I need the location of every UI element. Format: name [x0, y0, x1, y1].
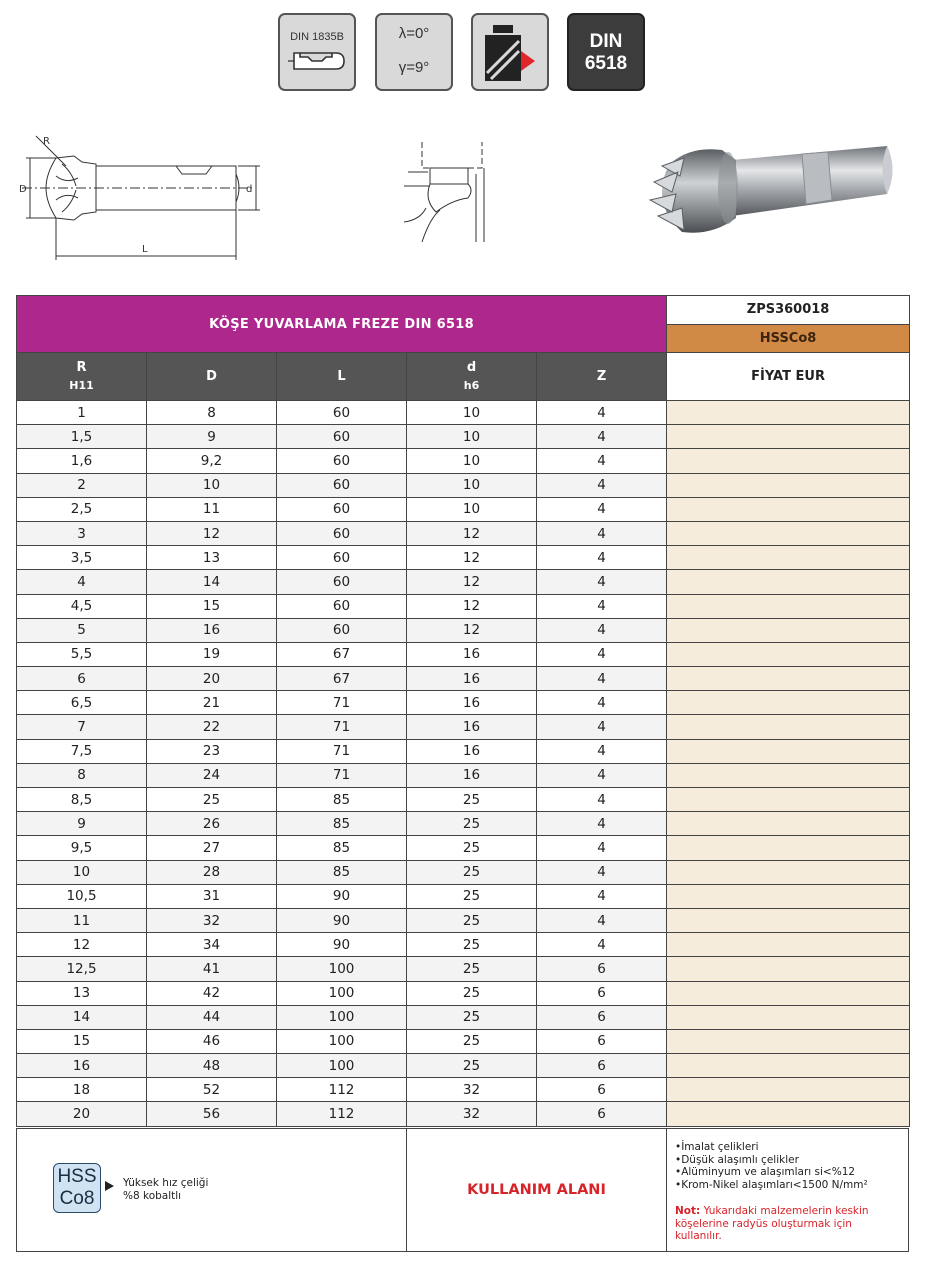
- cell-l: 60: [277, 401, 407, 425]
- d-shank-label: d: [246, 184, 253, 195]
- cell-d-outer: 52: [147, 1078, 277, 1102]
- table-row: [17, 473, 910, 497]
- cell-d-shank: 16: [407, 642, 537, 666]
- cell-d-shank: 25: [407, 788, 537, 812]
- header-d-outer: [147, 353, 277, 401]
- cell-r: 1,5: [17, 425, 147, 449]
- cell-l: 71: [277, 715, 407, 739]
- cell-price: [667, 497, 910, 521]
- cell-r: 5,5: [17, 642, 147, 666]
- material-desc-line2: %8 kobaltlı: [123, 1190, 182, 1202]
- cell-z: 4: [537, 642, 667, 666]
- cell-r: 16: [17, 1054, 147, 1078]
- din1835b-shank-icon: [278, 13, 356, 91]
- material-desc-line1: Yüksek hız çeliği: [123, 1177, 209, 1189]
- table-row: [17, 594, 910, 618]
- cell-z: 6: [537, 1054, 667, 1078]
- cell-d-shank: 32: [407, 1102, 537, 1126]
- cell-l: 60: [277, 425, 407, 449]
- cell-d-outer: 41: [147, 957, 277, 981]
- angle-icon: [375, 13, 453, 91]
- cell-d-outer: 15: [147, 594, 277, 618]
- cell-l: 60: [277, 546, 407, 570]
- cell-l: 85: [277, 788, 407, 812]
- din-number-label: 6518: [584, 53, 628, 74]
- cell-l: 67: [277, 667, 407, 691]
- cell-d-shank: 25: [407, 908, 537, 932]
- usage-drawing: [400, 138, 495, 243]
- cell-d-outer: 28: [147, 860, 277, 884]
- table-row: [17, 642, 910, 666]
- header-d-shank-label: d: [466, 360, 477, 375]
- cell-price: [667, 401, 910, 425]
- table-row: [17, 546, 910, 570]
- cell-d-outer: 56: [147, 1102, 277, 1126]
- cell-price: [667, 667, 910, 691]
- cell-d-outer: 24: [147, 763, 277, 787]
- cell-l: 100: [277, 1005, 407, 1029]
- cell-price: [667, 546, 910, 570]
- tool-dimension-drawing: [16, 128, 266, 263]
- cell-l: 90: [277, 908, 407, 932]
- usage-item: • Alüminyum ve alaşımları si<%12: [675, 1166, 868, 1179]
- cell-r: 8: [17, 763, 147, 787]
- header-l: [277, 353, 407, 401]
- cell-price: [667, 739, 910, 763]
- header-d-outer-label: D: [206, 369, 217, 384]
- table-row: [17, 1005, 910, 1029]
- cell-d-outer: 20: [147, 667, 277, 691]
- table-row: [17, 1078, 910, 1102]
- cell-d-outer: 48: [147, 1054, 277, 1078]
- cell-price: [667, 763, 910, 787]
- usage-item: • İmalat çelikleri: [675, 1141, 868, 1154]
- cell-d-shank: 10: [407, 473, 537, 497]
- table-row: [17, 763, 910, 787]
- product-code: ZPS360018: [667, 296, 910, 325]
- cell-d-shank: 25: [407, 933, 537, 957]
- material-code: HSSCo8: [667, 324, 910, 353]
- cell-z: 4: [537, 691, 667, 715]
- cutting-material-icon: [471, 13, 549, 91]
- cell-d-shank: 10: [407, 425, 537, 449]
- cell-z: 4: [537, 788, 667, 812]
- cell-d-shank: 16: [407, 763, 537, 787]
- product-table: [16, 295, 910, 1127]
- arrow-right-icon: [105, 1181, 114, 1191]
- cell-z: 4: [537, 546, 667, 570]
- usage-note: [675, 1205, 901, 1243]
- cell-r: 11: [17, 908, 147, 932]
- cell-d-outer: 13: [147, 546, 277, 570]
- cell-z: 4: [537, 570, 667, 594]
- cell-l: 71: [277, 763, 407, 787]
- cell-z: 4: [537, 521, 667, 545]
- usage-item: • Krom-Nikel alaşımları<1500 N/mm²: [675, 1179, 868, 1192]
- cell-d-outer: 42: [147, 981, 277, 1005]
- note-text: Yukarıdaki malzemelerin keskin köşelerine radyüs oluşturmak için kullanılır.: [675, 1205, 869, 1242]
- cell-r: 3,5: [17, 546, 147, 570]
- gamma-angle: γ=9°: [398, 59, 430, 76]
- cell-r: 4,5: [17, 594, 147, 618]
- cell-l: 60: [277, 497, 407, 521]
- cell-price: [667, 884, 910, 908]
- usage-area: [407, 1129, 667, 1251]
- cell-l: 60: [277, 594, 407, 618]
- cell-r: 9,5: [17, 836, 147, 860]
- cell-l: 60: [277, 473, 407, 497]
- header-r-label: R: [76, 360, 87, 375]
- cell-z: 4: [537, 908, 667, 932]
- header-d-shank-tolerance: h6: [463, 379, 480, 392]
- spec-icon-row: [0, 13, 933, 95]
- cell-z: 4: [537, 473, 667, 497]
- cell-d-shank: 32: [407, 1078, 537, 1102]
- header-r: [17, 353, 147, 401]
- cell-l: 60: [277, 449, 407, 473]
- cell-d-outer: 31: [147, 884, 277, 908]
- cell-d-shank: 12: [407, 521, 537, 545]
- table-row: [17, 570, 910, 594]
- din1835b-label: DIN 1835B: [290, 31, 344, 43]
- usage-item: • Düşük alaşımlı çelikler: [675, 1154, 868, 1167]
- cell-l: 100: [277, 1029, 407, 1053]
- table-row: [17, 836, 910, 860]
- cell-r: 7: [17, 715, 147, 739]
- cell-price: [667, 570, 910, 594]
- cell-r: 20: [17, 1102, 147, 1126]
- cell-z: 4: [537, 618, 667, 642]
- cell-z: 6: [537, 1029, 667, 1053]
- table-row: [17, 401, 910, 425]
- cell-d-shank: 16: [407, 667, 537, 691]
- table-row: [17, 1054, 910, 1078]
- shank-shape-icon: [278, 13, 356, 91]
- cell-price: [667, 473, 910, 497]
- cell-d-shank: 25: [407, 1029, 537, 1053]
- table-row: [17, 739, 910, 763]
- cell-d-shank: 25: [407, 836, 537, 860]
- note-label: Not:: [675, 1205, 701, 1217]
- table-row: [17, 788, 910, 812]
- table-row: [17, 957, 910, 981]
- cell-price: [667, 908, 910, 932]
- cell-r: 1: [17, 401, 147, 425]
- cell-z: 4: [537, 860, 667, 884]
- cell-z: 6: [537, 1078, 667, 1102]
- cell-r: 18: [17, 1078, 147, 1102]
- usage-list: [675, 1141, 868, 1191]
- cell-price: [667, 933, 910, 957]
- cell-l: 60: [277, 618, 407, 642]
- cell-l: 71: [277, 691, 407, 715]
- cell-d-shank: 25: [407, 1005, 537, 1029]
- cell-d-outer: 26: [147, 812, 277, 836]
- table-row: [17, 521, 910, 545]
- cell-l: 90: [277, 933, 407, 957]
- cell-d-shank: 12: [407, 570, 537, 594]
- cell-r: 5: [17, 618, 147, 642]
- table-row: [17, 908, 910, 932]
- cell-r: 9: [17, 812, 147, 836]
- cell-price: [667, 642, 910, 666]
- cell-l: 90: [277, 884, 407, 908]
- cell-z: 6: [537, 957, 667, 981]
- cell-r: 15: [17, 1029, 147, 1053]
- cell-d-outer: 27: [147, 836, 277, 860]
- table-row: [17, 884, 910, 908]
- header-l-label: L: [337, 369, 346, 384]
- table-row: [17, 618, 910, 642]
- cell-r: 2: [17, 473, 147, 497]
- cell-d-outer: 11: [147, 497, 277, 521]
- cell-z: 4: [537, 449, 667, 473]
- cell-r: 7,5: [17, 739, 147, 763]
- cell-d-outer: 16: [147, 618, 277, 642]
- material-legend: [17, 1129, 407, 1251]
- cell-d-outer: 44: [147, 1005, 277, 1029]
- cell-z: 4: [537, 401, 667, 425]
- cell-z: 4: [537, 763, 667, 787]
- cell-z: 4: [537, 812, 667, 836]
- cell-z: 6: [537, 981, 667, 1005]
- badge-line2: Co8: [59, 1188, 95, 1209]
- cell-d-outer: 12: [147, 521, 277, 545]
- cell-l: 67: [277, 642, 407, 666]
- cell-price: [667, 812, 910, 836]
- cell-price: [667, 521, 910, 545]
- cell-l: 100: [277, 1054, 407, 1078]
- cell-l: 60: [277, 570, 407, 594]
- cell-price: [667, 1102, 910, 1126]
- cell-d-shank: 25: [407, 812, 537, 836]
- cell-price: [667, 788, 910, 812]
- cell-d-shank: 25: [407, 981, 537, 1005]
- cell-d-outer: 34: [147, 933, 277, 957]
- cell-l: 112: [277, 1078, 407, 1102]
- cell-l: 100: [277, 957, 407, 981]
- cell-d-shank: 12: [407, 594, 537, 618]
- cell-l: 85: [277, 860, 407, 884]
- cell-d-shank: 12: [407, 546, 537, 570]
- cell-r: 14: [17, 1005, 147, 1029]
- badge-line1: HSS: [57, 1166, 97, 1187]
- cell-d-outer: 32: [147, 908, 277, 932]
- table-row: [17, 812, 910, 836]
- cell-z: 4: [537, 667, 667, 691]
- cell-l: 85: [277, 812, 407, 836]
- cell-price: [667, 618, 910, 642]
- cell-z: 4: [537, 884, 667, 908]
- cell-l: 60: [277, 521, 407, 545]
- cell-z: 6: [537, 1102, 667, 1126]
- cell-price: [667, 594, 910, 618]
- cell-r: 10,5: [17, 884, 147, 908]
- cell-price: [667, 860, 910, 884]
- cell-d-shank: 25: [407, 884, 537, 908]
- table-row: [17, 667, 910, 691]
- cell-d-shank: 25: [407, 1054, 537, 1078]
- cell-d-shank: 25: [407, 957, 537, 981]
- cell-d-shank: 16: [407, 739, 537, 763]
- cell-r: 4: [17, 570, 147, 594]
- din6518-standard-icon: [567, 13, 645, 91]
- cell-l: 85: [277, 836, 407, 860]
- cell-r: 3: [17, 521, 147, 545]
- header-d-shank: [407, 353, 537, 401]
- cell-z: 4: [537, 739, 667, 763]
- cell-d-shank: 16: [407, 715, 537, 739]
- cell-r: 13: [17, 981, 147, 1005]
- cell-price: [667, 836, 910, 860]
- cell-z: 4: [537, 497, 667, 521]
- cell-z: 4: [537, 933, 667, 957]
- header-price: FİYAT EUR: [667, 353, 910, 401]
- cell-price: [667, 981, 910, 1005]
- cell-d-outer: 46: [147, 1029, 277, 1053]
- cell-r: 12: [17, 933, 147, 957]
- cell-price: [667, 1078, 910, 1102]
- cell-d-outer: 25: [147, 788, 277, 812]
- table-row: [17, 1029, 910, 1053]
- cell-d-outer: 9,2: [147, 449, 277, 473]
- cell-r: 6: [17, 667, 147, 691]
- table-title: KÖŞE YUVARLAMA FREZE DIN 6518: [17, 296, 667, 353]
- cell-r: 10: [17, 860, 147, 884]
- usage-details: [667, 1129, 908, 1251]
- header-z: [537, 353, 667, 401]
- cell-price: [667, 957, 910, 981]
- cell-d-shank: 12: [407, 618, 537, 642]
- cell-d-outer: 19: [147, 642, 277, 666]
- cell-z: 4: [537, 836, 667, 860]
- table-row: [17, 981, 910, 1005]
- table-row: [17, 715, 910, 739]
- material-description: [123, 1177, 208, 1203]
- cell-r: 2,5: [17, 497, 147, 521]
- cell-price: [667, 1029, 910, 1053]
- table-body: [17, 401, 910, 1127]
- cell-l: 100: [277, 981, 407, 1005]
- cell-z: 4: [537, 594, 667, 618]
- cell-d-outer: 21: [147, 691, 277, 715]
- cell-d-outer: 14: [147, 570, 277, 594]
- length-label: L: [142, 244, 148, 255]
- table-row: [17, 860, 910, 884]
- table-footer: [16, 1128, 909, 1252]
- table-row: [17, 933, 910, 957]
- table-row: [17, 425, 910, 449]
- cell-price: [667, 691, 910, 715]
- cell-r: 1,6: [17, 449, 147, 473]
- cell-l: 71: [277, 739, 407, 763]
- cell-l: 112: [277, 1102, 407, 1126]
- cell-d-shank: 10: [407, 449, 537, 473]
- cell-z: 4: [537, 715, 667, 739]
- cell-price: [667, 715, 910, 739]
- cell-price: [667, 425, 910, 449]
- product-photo: [632, 132, 902, 257]
- header-z-label: Z: [596, 369, 607, 384]
- cell-price: [667, 449, 910, 473]
- d-outer-label: D: [19, 184, 27, 195]
- usage-title: KULLANIM ALANI: [467, 1182, 606, 1198]
- hss-co8-badge: [53, 1163, 101, 1213]
- cell-d-outer: 10: [147, 473, 277, 497]
- cell-price: [667, 1054, 910, 1078]
- table-row: [17, 497, 910, 521]
- table-row: [17, 691, 910, 715]
- table-row: [17, 1102, 910, 1126]
- radius-label: R: [43, 136, 50, 147]
- din-label: DIN: [589, 31, 623, 52]
- cell-z: 4: [537, 425, 667, 449]
- cell-d-shank: 10: [407, 497, 537, 521]
- cell-d-outer: 23: [147, 739, 277, 763]
- cell-d-shank: 10: [407, 401, 537, 425]
- cell-d-shank: 25: [407, 860, 537, 884]
- cell-z: 6: [537, 1005, 667, 1029]
- cell-d-outer: 8: [147, 401, 277, 425]
- cell-r: 6,5: [17, 691, 147, 715]
- cell-r: 8,5: [17, 788, 147, 812]
- table-row: [17, 449, 910, 473]
- cell-r: 12,5: [17, 957, 147, 981]
- cell-d-outer: 22: [147, 715, 277, 739]
- cell-d-shank: 16: [407, 691, 537, 715]
- cell-d-outer: 9: [147, 425, 277, 449]
- lambda-angle: λ=0°: [398, 25, 430, 42]
- cell-price: [667, 1005, 910, 1029]
- header-r-tolerance: H11: [69, 379, 94, 392]
